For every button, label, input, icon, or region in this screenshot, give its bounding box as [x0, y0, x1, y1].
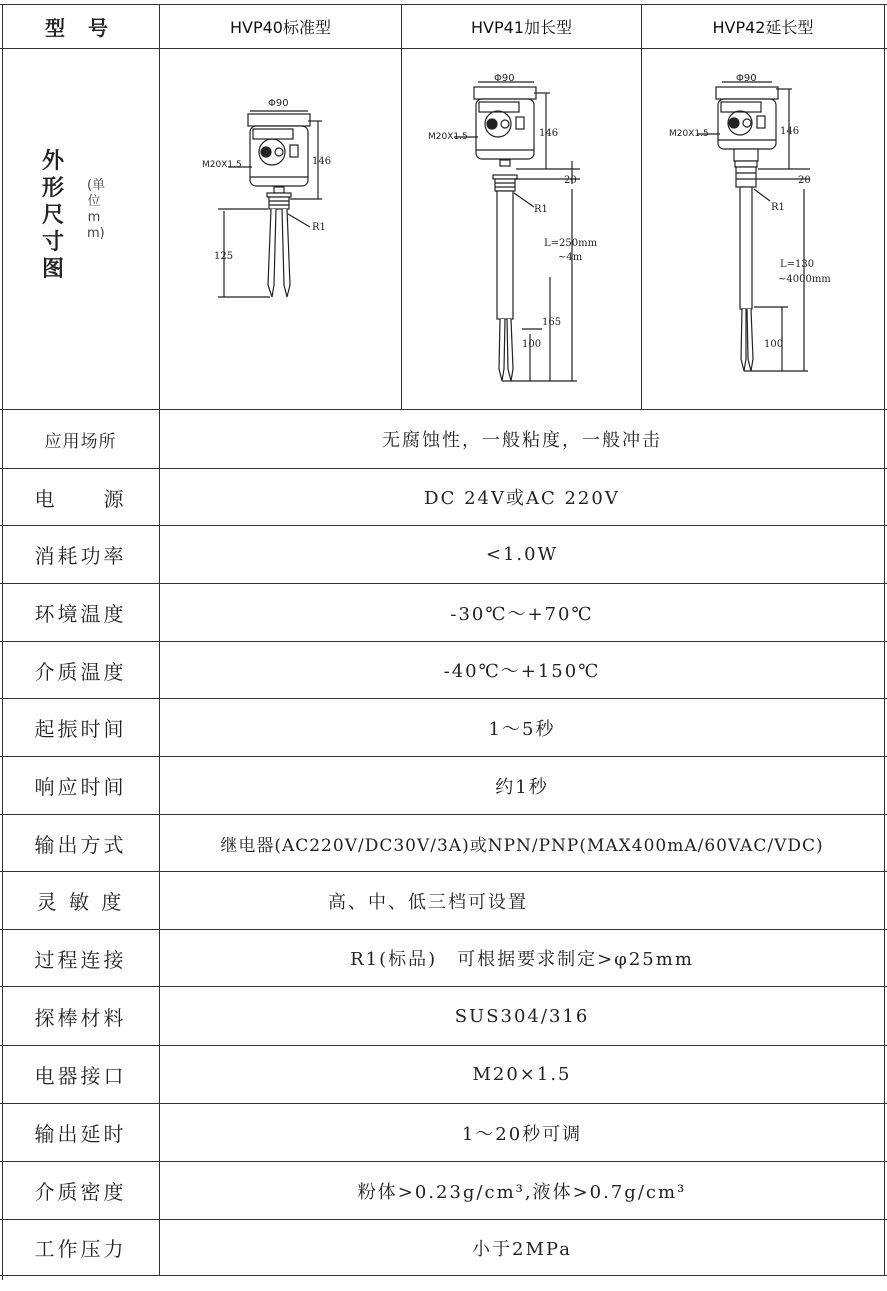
spec-label-probe-material: 探棒材料: [34, 1005, 127, 1030]
dimensions-unit-note: [84, 178, 104, 242]
spec-label-output-delay: 输出延时: [34, 1122, 127, 1146]
hvp41-length-label: L=250mm: [544, 238, 598, 249]
model-hvp42-header: HVP42延长型: [712, 18, 814, 37]
spec-label-sensitivity: 灵 敏 度: [36, 890, 125, 914]
spec-value-probe-material: SUS304/316: [454, 1005, 590, 1027]
hvp41-d165-label: 165: [542, 317, 562, 328]
spec-label-application: 应用场所: [44, 431, 117, 452]
spec-value-working-pressure: 小于2MPa: [472, 1238, 572, 1260]
hvp41-h146-label: 146: [539, 128, 559, 139]
hvp40-thread-label: M20X1.5: [202, 160, 242, 170]
hvp42-dimension-drawing: [642, 49, 884, 409]
spec-label-working-pressure: 工作压力: [34, 1237, 127, 1261]
hvp41-phi-label: Φ90: [494, 73, 515, 84]
spec-label-power-supply: 电 源: [34, 486, 127, 511]
hvp42-d20-label: 20: [798, 175, 811, 186]
hvp41-thread-label: M20X1.5: [428, 132, 468, 142]
spec-value-electrical-interface: M20×1.5: [472, 1064, 572, 1085]
spec-value-power-supply: DC 24V或AC 220V: [424, 488, 620, 509]
hvp42-thread-label: M20X1.5: [669, 129, 709, 139]
hvp42-r1-label: R1: [771, 202, 785, 213]
hvp40-d125-label: 125: [214, 251, 234, 262]
hvp41-r1-label: R1: [534, 204, 548, 215]
dimensions-label-text: 外形尺寸图: [41, 149, 64, 282]
spec-label-output-mode: 输出方式: [34, 832, 127, 857]
spec-label-medium-temp: 介质温度: [34, 659, 127, 684]
model-hvp41-header: HVP41加长型: [471, 18, 572, 37]
spec-value-ambient-temp: -30℃～+70℃: [450, 603, 594, 625]
spec-label-medium-density: 介质密度: [34, 1180, 127, 1204]
hvp42-length-label: L=130: [780, 259, 815, 270]
hvp42-phi-label: Φ90: [736, 73, 757, 84]
spec-label-process-connection: 过程连接: [34, 947, 127, 972]
spec-label-ambient-temp: 环境温度: [34, 602, 127, 626]
spec-label-response-time: 响应时间: [34, 775, 127, 799]
dimensions-label: [38, 148, 68, 283]
spec-value-power-consumption: <1.0W: [485, 544, 559, 565]
dimensions-unit-text: (单位mm): [87, 178, 106, 241]
spec-value-sensitivity: 高、中、低三档可设置: [328, 891, 528, 913]
hvp41-length-range-label: ~4m: [558, 252, 583, 263]
hvp42-d100-label: 100: [764, 339, 784, 350]
hvp41-d20-label: 20: [564, 175, 577, 186]
spec-value-medium-density: 粉体>0.23g/cm³,液体>0.7g/cm³: [357, 1181, 687, 1203]
spec-label-electrical-interface: 电器接口: [34, 1064, 127, 1088]
model-hvp40-header: HVP40标准型: [230, 18, 331, 37]
spec-value-medium-temp: -40℃～+150℃: [443, 661, 601, 682]
spec-label-power-consumption: 消耗功率: [34, 544, 127, 568]
spec-label-start-time: 起振时间: [34, 717, 127, 741]
spec-value-process-connection: R1(标品) 可根据要求制定>φ25mm: [350, 949, 694, 970]
spec-value-response-time: 约1秒: [495, 776, 549, 798]
hvp40-dimension-drawing: [160, 49, 401, 409]
hvp41-d100-label: 100: [522, 339, 542, 350]
hvp42-length-range-label: ~4000mm: [778, 274, 831, 285]
spec-value-start-time: 1～5秒: [488, 718, 556, 740]
model-header-label: 型 号: [45, 16, 116, 40]
spec-value-output-delay: 1～20秒可调: [461, 1123, 583, 1145]
hvp40-phi-label: Φ90: [268, 98, 289, 109]
spec-value-application: 无腐蚀性，一般粘度，一般冲击: [382, 430, 662, 451]
hvp42-h146-label: 146: [780, 126, 800, 137]
hvp40-r1-label: R1: [312, 222, 326, 233]
spec-value-output-mode: 继电器(AC220V/DC30V/3A)或NPN/PNP(MAX400mA/60VAC/VDC): [220, 835, 824, 856]
hvp41-dimension-drawing: [402, 49, 641, 409]
hvp40-h146-label: 146: [312, 156, 332, 167]
